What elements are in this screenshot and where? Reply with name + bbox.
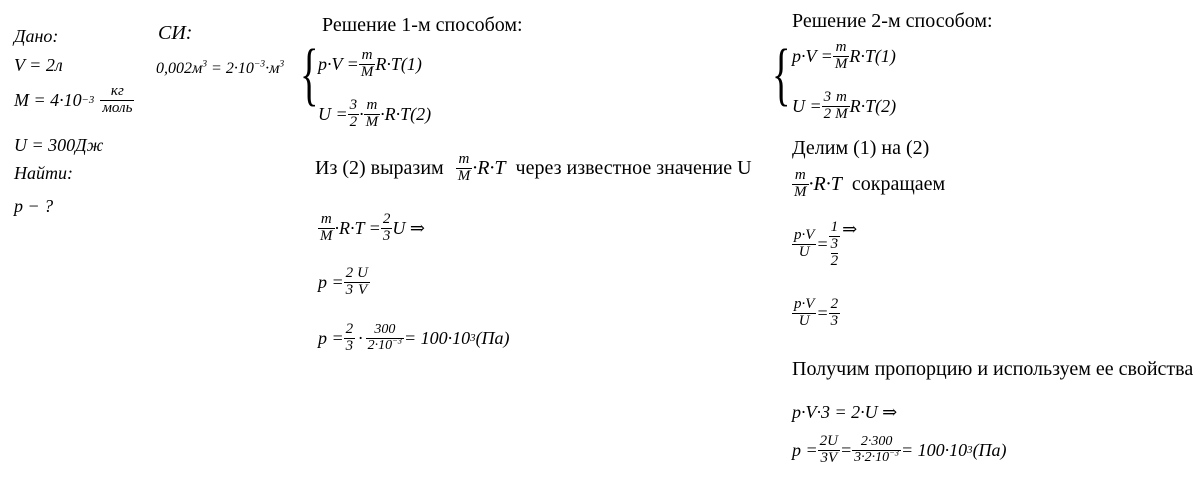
method2-divide-text: Делим (1) на (2) [792, 137, 930, 159]
method1-equation-2: U = $\frac{3}{2}$ · $\frac{m}{M}$ ·R·T(2) [318, 97, 432, 130]
unknown-pressure: p − ? [14, 196, 54, 216]
method2-equation-1: p·V = $\frac{m}{M}$ R·T(1) [792, 39, 896, 72]
method2-system-brace: { [772, 36, 791, 113]
method1-step-1: $\frac{m}{M}$ ·R·T = $\frac{2}{3}$ U ⇒ [320, 211, 425, 244]
si-volume: $0,002м^3 = 2\cdot 10^{-3}\cdot м^3$ [156, 58, 285, 77]
find-title: Найти: [14, 163, 73, 183]
method1-step-3: p = $\frac{2}{3}$ · $\frac{300}{2\cdot 10^{-3}}$ = 100·10 3 (Па) [318, 321, 510, 354]
given-title: Дано: [14, 26, 59, 46]
given-energy: U = 300Дж [14, 135, 104, 155]
given-molar-mass: M = 4·10 −3 $\frac{кг}{\text{моль}}$ [14, 83, 133, 116]
method2-final: p = $\frac{2U}{3V}$ = $\frac{2\cdot 300}{3\cdot 2\cdot 10^{-3}}$ = 100·10 3 (Па) [792, 433, 1007, 466]
method2-proportion-text: Получим пропорцию и используем ее свойства [792, 358, 1194, 380]
si-title: СИ: [158, 22, 193, 44]
method1-step-2: p = $\frac{2}{3}$ $\frac{U}{V}$ [318, 265, 368, 298]
method1-system-brace: { [300, 36, 319, 113]
method2-equation-2: U = $\frac{3}{2}$ $\frac{m}{M}$ R·T(2) [792, 89, 897, 122]
method1-title: Решение 1-м способом: [322, 14, 523, 36]
method2-ratio-simple: $\frac{p\cdot V}{U}$ = $\frac{2}{3}$ [794, 296, 839, 329]
method1-express-line: Из (2) выразим $\frac{m}{M}$ ·R·T через известное значение U [315, 151, 752, 184]
method2-cancel-line: $\frac{m}{M}$ ·R·T сокращаем [794, 167, 946, 200]
molar-mass-unit: $\frac{кг}{\text{моль}}$ [102, 83, 133, 116]
given-volume: V = 2л [14, 55, 63, 75]
method1-equation-1: p·V = $\frac{m}{M}$ R·T(1) [318, 47, 422, 80]
method2-title: Решение 2-м способом: [792, 10, 993, 32]
method2-proportion-equation: p·V·3 = 2·U ⇒ [792, 402, 898, 422]
method2-ratio-complex: $\frac{p\cdot V}{U}$ = 1 3 2 ⇒ [794, 219, 858, 269]
